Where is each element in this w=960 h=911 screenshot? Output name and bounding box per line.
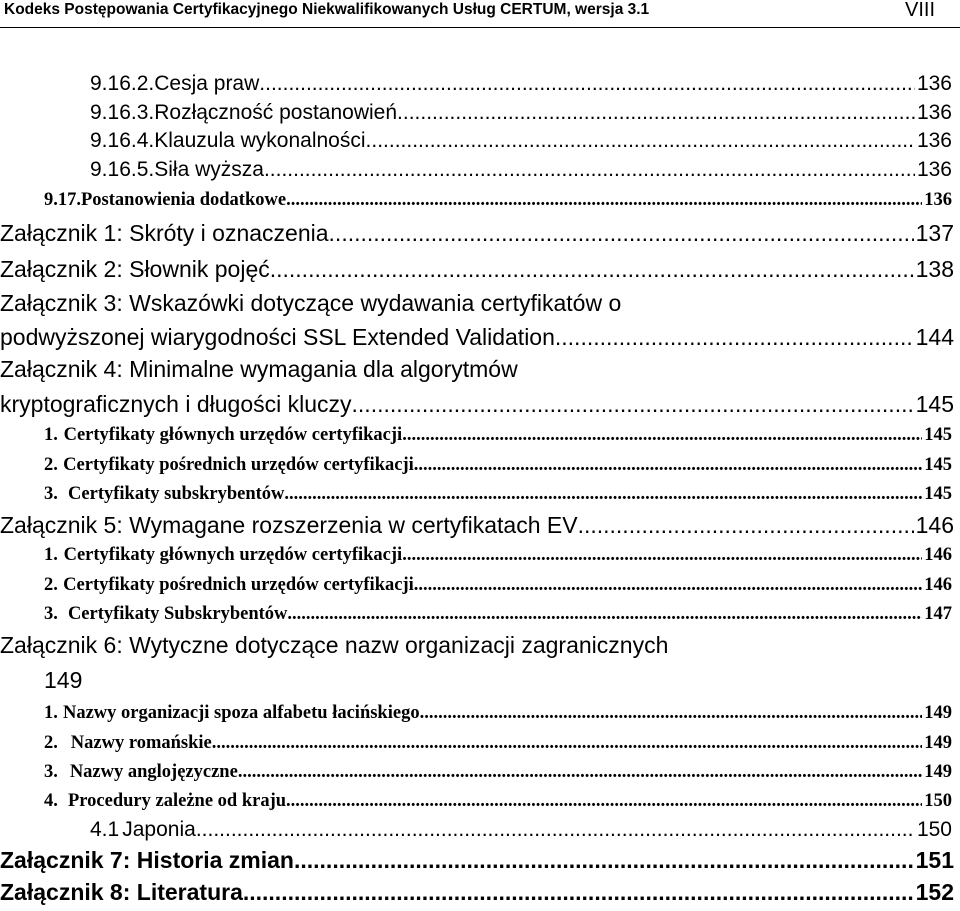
- dot-leader: [578, 512, 914, 539]
- toc-entry-label: Załącznik 2: Słownik pojęć: [0, 256, 270, 282]
- toc-entry-page: 146: [924, 545, 952, 565]
- toc-entry-page[interactable]: 149: [44, 667, 83, 693]
- toc-entry-page: 137: [915, 220, 954, 246]
- dot-leader: [286, 190, 922, 211]
- toc-entry-label: Załącznik 5: Wymagane rozszerzenia w certyfikatach EV: [0, 512, 578, 538]
- toc-entry-label: Japonia: [122, 818, 196, 841]
- toc-entry-number: 2.: [44, 733, 58, 753]
- toc-entry[interactable]: [0, 220, 954, 247]
- toc-entry-page: 145: [915, 391, 954, 417]
- toc-entry[interactable]: [44, 703, 952, 724]
- toc-entry-page: 136: [916, 72, 952, 95]
- toc-entry-page: 146: [915, 512, 954, 538]
- dot-leader: [420, 703, 923, 724]
- toc-entry[interactable]: [90, 158, 952, 182]
- toc-entry-number: 9.17.: [44, 190, 81, 210]
- toc-entry-label: Rozłączność postanowień: [154, 101, 398, 124]
- toc-entry-label: Certyfikaty głównych urzędów certyfikacji: [63, 545, 403, 565]
- dot-leader: [212, 733, 922, 754]
- toc-entry-label: Postanowienia dodatkowe: [81, 190, 287, 210]
- toc-entry-number: 3.: [44, 484, 58, 504]
- toc-entry[interactable]: [44, 190, 952, 211]
- toc-entry[interactable]: [0, 391, 954, 418]
- dot-leader: [397, 101, 915, 125]
- toc-entry-page: 136: [916, 101, 952, 124]
- toc-entry[interactable]: [0, 512, 954, 539]
- toc-entry-page: 144: [915, 324, 954, 350]
- dot-leader: [196, 818, 915, 842]
- toc-entry-page: 151: [915, 847, 954, 873]
- toc-entry[interactable]: [44, 575, 952, 596]
- toc-entry-number: 1.: [44, 425, 58, 445]
- toc-entry-number: 3.: [44, 762, 58, 782]
- dot-leader: [414, 455, 922, 476]
- toc-entry[interactable]: [44, 455, 952, 476]
- dot-leader: [555, 324, 914, 351]
- toc-entry-number: 1.: [44, 703, 58, 723]
- dot-leader: [264, 158, 915, 182]
- toc-entry-label: Nazwy romańskie: [70, 733, 212, 753]
- toc-entry-page: 150: [924, 791, 952, 811]
- toc-entry-heading[interactable]: Załącznik 4: Minimalne wymagania dla algorytmów: [0, 356, 518, 382]
- dot-leader: [270, 256, 914, 283]
- dot-leader: [414, 575, 922, 596]
- toc-entry[interactable]: [44, 762, 952, 783]
- dot-leader: [402, 425, 922, 446]
- toc-entry-label: Cesja praw: [154, 72, 260, 95]
- toc-entry-page: 136: [916, 158, 952, 181]
- toc-entry-label: Nazwy anglojęzyczne: [69, 762, 238, 782]
- dot-leader: [286, 791, 922, 812]
- dot-leader: [238, 762, 922, 783]
- toc-entry-page: 147: [924, 604, 952, 624]
- toc-entry-page: 149: [924, 703, 952, 723]
- toc-entry-page: 136: [916, 129, 952, 152]
- document-title: Kodeks Postępowania Certyfikacyjnego Niekwalifikowanych Usług CERTUM, wersja 3.1: [4, 1, 650, 18]
- dot-leader: [329, 220, 914, 247]
- toc-entry[interactable]: [90, 101, 952, 125]
- toc-entry-number: 9.16.4.: [90, 129, 155, 152]
- toc-entry-page: 150: [916, 818, 952, 841]
- toc-entry[interactable]: [44, 791, 952, 812]
- toc-entry-page: 145: [924, 425, 952, 445]
- toc-entry-label: Procedury zależne od kraju: [68, 791, 287, 811]
- toc-entry-label: Nazwy organizacji spoza alfabetu łacińskiego: [62, 703, 420, 723]
- toc-entry[interactable]: [90, 818, 952, 842]
- toc-entry-label: Klauzula wykonalności: [154, 129, 366, 152]
- page-number: VIII: [905, 0, 936, 21]
- toc-entry-number: 3.: [44, 604, 58, 624]
- toc-entry-label: Załącznik 7: Historia zmian: [0, 847, 294, 873]
- toc-entry[interactable]: [90, 129, 952, 153]
- dot-leader: [402, 545, 922, 566]
- dot-leader: [352, 391, 914, 418]
- toc-entry[interactable]: [0, 879, 954, 906]
- dot-leader: [284, 484, 922, 505]
- toc-entry-label: Certyfikaty pośrednich urzędów certyfikacji: [63, 455, 414, 475]
- toc-entry-page: 149: [924, 762, 952, 782]
- toc-entry[interactable]: [0, 847, 954, 874]
- toc-entry[interactable]: [44, 425, 952, 446]
- toc-entry-number: 9.16.2.: [90, 72, 155, 95]
- toc-entry[interactable]: [44, 733, 952, 754]
- toc-entry-page: 152: [915, 879, 954, 905]
- dot-leader: [259, 72, 915, 96]
- toc-entry-label: Certyfikaty Subskrybentów: [67, 604, 288, 624]
- toc-entry-label: Certyfikaty głównych urzędów certyfikacji: [63, 425, 403, 445]
- toc-entry-number: 2.: [44, 455, 58, 475]
- toc-entry-page: 145: [924, 484, 952, 504]
- toc-entry[interactable]: [44, 604, 952, 625]
- toc-entry-page: 136: [924, 190, 952, 210]
- toc-entry-heading[interactable]: Załącznik 6: Wytyczne dotyczące nazw organizacji zagranicznych: [0, 632, 669, 658]
- toc-entry[interactable]: [0, 256, 954, 283]
- toc-entry-number: 2.: [44, 575, 58, 595]
- dot-leader: [287, 604, 922, 625]
- page-header: [0, 0, 960, 28]
- toc-entry-number: 4.1: [90, 818, 120, 841]
- toc-entry-page: 138: [915, 256, 954, 282]
- dot-leader: [366, 129, 915, 153]
- toc-entry-label: Certyfikaty pośrednich urzędów certyfikacji: [63, 575, 414, 595]
- toc-entry-number: 9.16.5.: [90, 158, 155, 181]
- toc-entry[interactable]: [44, 545, 952, 566]
- toc-entry[interactable]: [0, 324, 954, 351]
- toc-entry-page: 149: [924, 733, 952, 753]
- toc-entry-label: Załącznik 1: Skróty i oznaczenia: [0, 220, 329, 246]
- toc-entry-number: 9.16.3.: [90, 101, 155, 124]
- toc-entry-number: 4.: [44, 791, 58, 811]
- toc-entry[interactable]: [44, 484, 952, 505]
- toc-entry-label: kryptograficznych i długości kluczy: [0, 391, 352, 417]
- toc-entry-label: podwyższonej wiarygodności SSL Extended Validation: [0, 324, 555, 350]
- toc-entry-heading[interactable]: Załącznik 3: Wskazówki dotyczące wydawania certyfikatów o: [0, 290, 622, 316]
- toc-entry-page: 145: [924, 455, 952, 475]
- dot-leader: [294, 847, 914, 874]
- toc-entry-label: Załącznik 8: Literatura: [0, 879, 243, 905]
- toc-entry-number: 1.: [44, 545, 58, 565]
- dot-leader: [243, 879, 914, 906]
- toc-entry-label: Siła wyższa: [154, 158, 264, 181]
- toc-entry-page: 146: [924, 575, 952, 595]
- toc-entry[interactable]: [90, 72, 952, 96]
- toc-entry-label: Certyfikaty subskrybentów: [68, 484, 285, 504]
